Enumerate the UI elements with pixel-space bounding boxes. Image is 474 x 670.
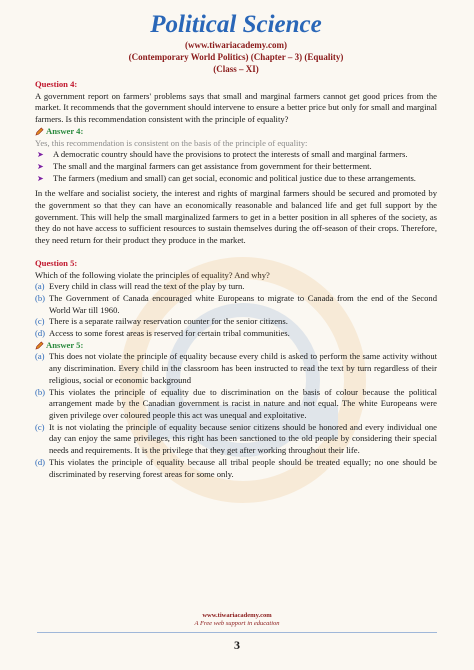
question-5-option: (d) Access to some forest areas is reserved for certain tribal communities. [35,328,290,339]
question-5-text: Which of the following violate the principles of equality? And why? [35,269,270,280]
question-5-option: (c) There is a separate railway reservation counter for the senior citizens. [35,316,288,327]
footer-url[interactable]: www.tiwariacademy.com [202,612,272,619]
answer-4-heading [35,126,437,138]
page-header [35,0,437,75]
header-subtitle: (Contemporary World Politics) (Chapter – 3) (Equality) [128,52,344,62]
page-number: 3 [234,638,240,652]
document-body [35,79,437,480]
answer-5-heading [35,340,437,352]
page-title: Political Science [150,11,322,38]
pencil-icon [35,127,44,136]
arrow-bullet-icon: ➤ [37,161,44,171]
question-4-heading: Question 4: [35,79,78,89]
page-footer [0,612,474,653]
answer-5-item: (a) This does not violate the principle of equality because every child is asked to perform the same activity without any discrimination. Every child in the classroom has been instructed to read the text by turn regardless of their religious, social or economic background [35,351,437,385]
answer-4-paragraph: In the welfare and socialist society, the interest and rights of marginal farmers should be secured and promoted by the government so that they can have an economically reasonable and balanced life and get full support by the government. This will help the small marginalized farmers to get in a better position in all spheres of the society, as they do not have access to sufficient resources to sustain themselves during the off-season of their crops. Therefore, they need return for their product they produce in the market. [35,188,437,246]
answer-4-label: Answer 4: [46,125,84,136]
answer-5-item: (d) This violates the principle of equality because all tribal people should be treated equally; no one should be discriminated by reserving forest areas for some only. [35,456,437,479]
question-5-option: (a) Every child in class will read the text of the play by turn. [35,281,245,292]
arrow-bullet-icon: ➤ [37,150,44,160]
question-4-text: A government report on farmers' problems says that small and marginal farmers cannot get good prices from the market. It recommends that the government should intervene to ensure a better price but only for small and marginal farmers. Is this recommendation consistent with the principle of equality? [35,90,437,125]
header-url[interactable]: (www.tiwariacademy.com) [185,40,287,50]
arrow-bullet-icon: ➤ [37,173,44,183]
footer-tagline: A Free web support in education [194,620,280,627]
answer-5-item: (b) This violates the principle of equality due to discrimination on the basis of colour because the political arrangement made by the Canadian government is racist in nature and not equal. The white Europeans were given privilege over coloured people this act was unequal and exploitative. [35,386,437,420]
footer-divider [37,632,437,633]
header-class: (Class – XI) [213,64,259,74]
answer-5-item: (c) It is not violating the principle of equality because senior citizens should be honored and every individual one day can enjoy the same privileges, this right has been sanctioned to the old people by considering their special needs and requirements. It is the privilege that they get after working throughout their life. [35,421,437,456]
pencil-icon [35,341,44,350]
answer-4-bullets [35,149,437,184]
list-item: ➤ The farmers (medium and small) can get social, economic and political justice due to these arrangements. [37,172,416,183]
question-5-heading: Question 5: [35,257,78,268]
answer-5-label: Answer 5: [46,339,84,350]
question-5-option: (b) The Government of Canada encouraged white Europeans to migrate to Canada from the end of the Second World War till 1960. [35,292,437,315]
list-item: ➤ The small and the marginal farmers can get assistance from government for their betterment. [37,160,372,171]
list-item: ➤ A democratic country should have the provisions to protect the interests of small and marginal farmers. [37,149,408,160]
answer-4-lead: Yes, this recommendation is consistent on the basis of the principle of equality: [35,137,308,148]
